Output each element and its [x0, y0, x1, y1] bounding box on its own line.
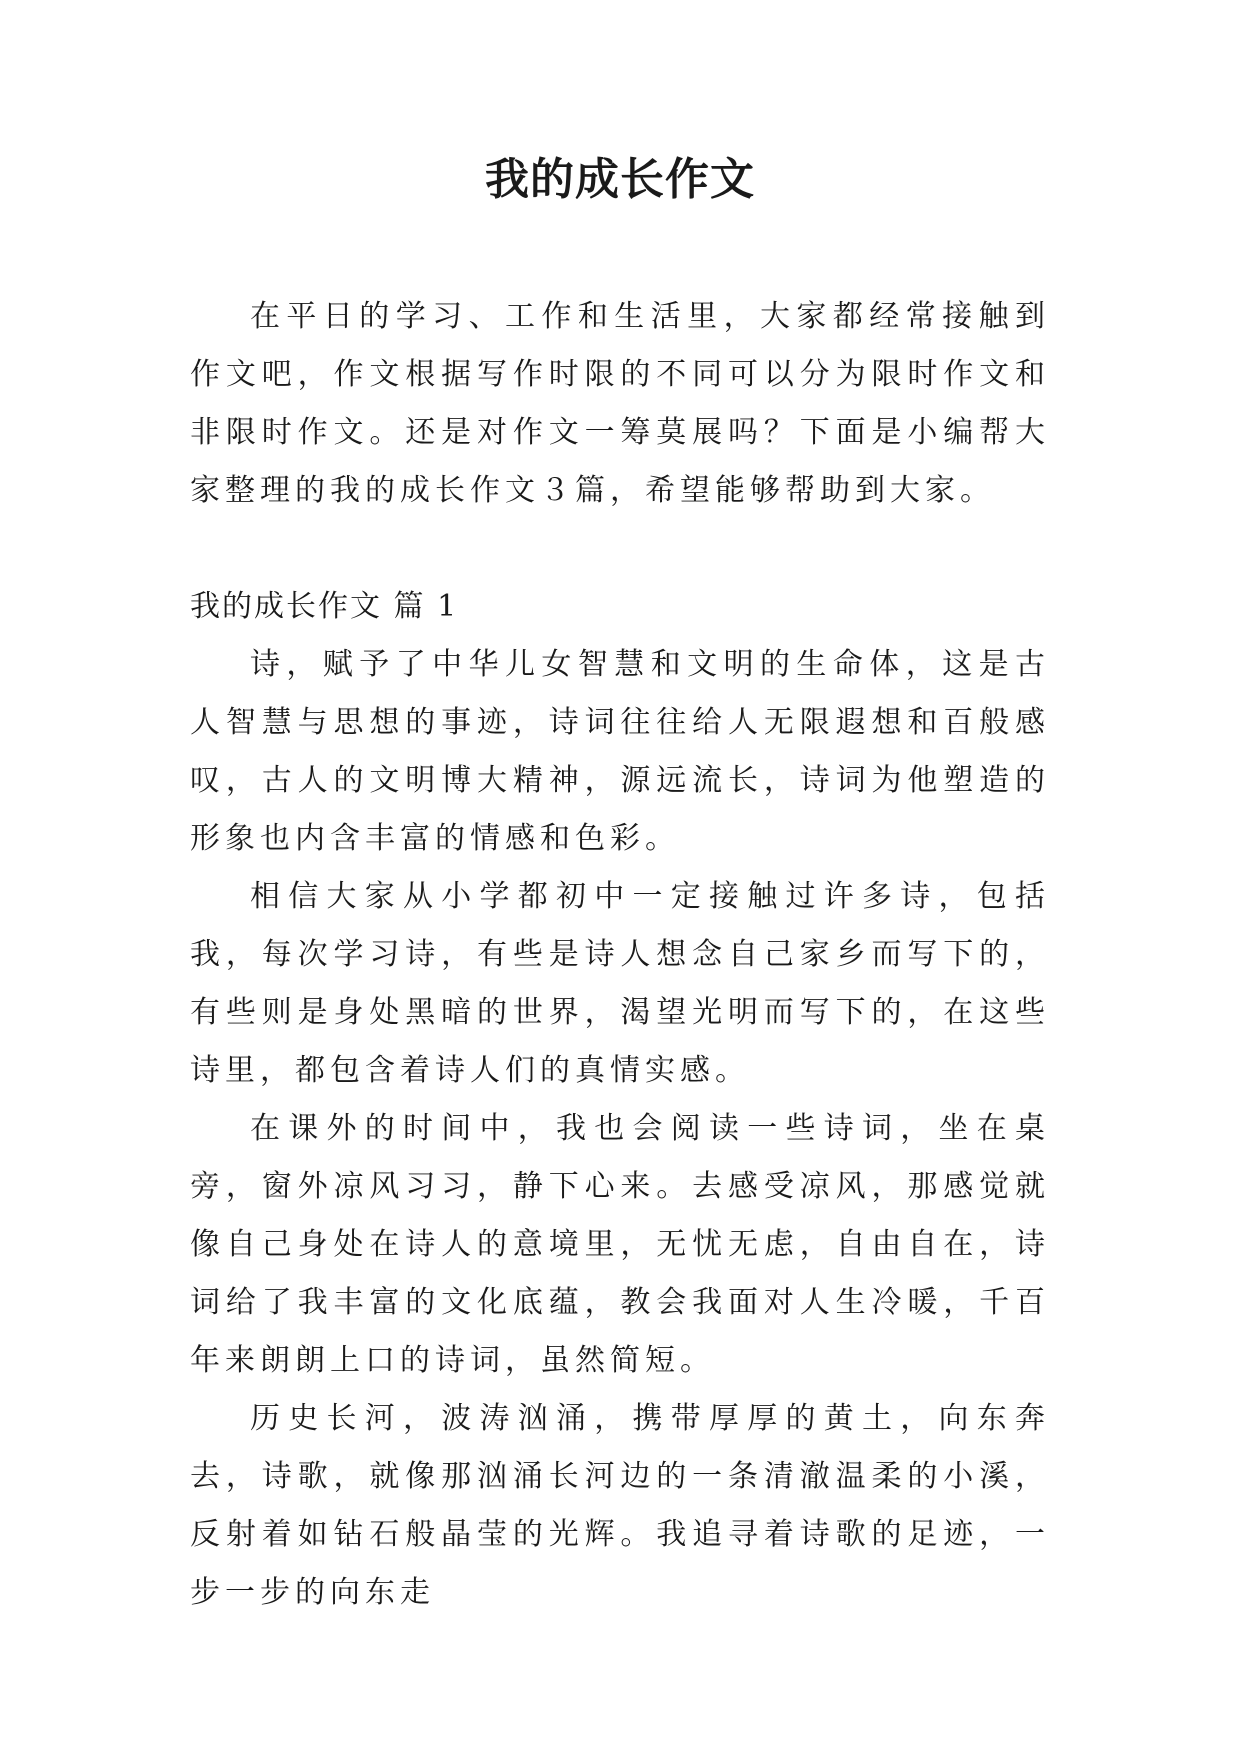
intro-block: [190, 288, 1050, 520]
section-heading: 我的成长作文 篇 1: [190, 589, 459, 624]
body-paragraph: 历史长河，波涛汹涌，携带厚厚的黄土，向东奔去，诗歌，就像那汹涌长河边的一条清澈温柔的小溪，反射着如钻石般晶莹的光辉。我追寻着诗歌的足迹，一步一步的向东走: [190, 1401, 1050, 1610]
document-page: [190, 0, 1050, 1754]
document-title: 我的成长作文: [485, 154, 755, 205]
body-paragraph: 诗，赋予了中华儿女智慧和文明的生命体，这是古人智慧与思想的事迹，诗词往往给人无限遐想和百般感叹，古人的文明博大精神，源远流长，诗词为他塑造的形象也内含丰富的情感和色彩。: [190, 647, 1050, 856]
section-block: [190, 578, 1050, 1622]
body-paragraph: 在课外的时间中，我也会阅读一些诗词，坐在桌旁，窗外凉风习习，静下心来。去感受凉风，那感觉就像自己身处在诗人的意境里，无忧无虑，自由自在，诗词给了我丰富的文化底蕴，教会我面对人生冷暖，千百年来朗朗上口的诗词，虽然简短。: [190, 1111, 1050, 1378]
body-paragraph: 相信大家从小学都初中一定接触过许多诗，包括我，每次学习诗，有些是诗人想念自己家乡而写下的，有些则是身处黑暗的世界，渴望光明而写下的，在这些诗里，都包含着诗人们的真情实感。: [190, 879, 1050, 1088]
intro-paragraph: 在平日的学习、工作和生活里，大家都经常接触到作文吧，作文根据写作时限的不同可以分为限时作文和非限时作文。还是对作文一筹莫展吗？下面是小编帮大家整理的我的成长作文３篇，希望能够帮助到大家。: [190, 299, 1050, 508]
